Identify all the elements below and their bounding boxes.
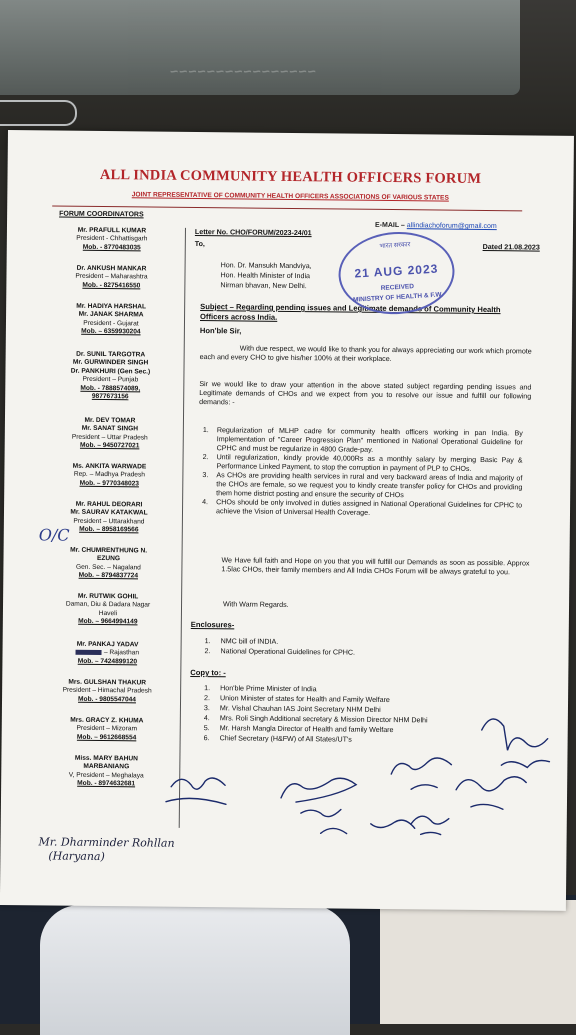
coordinator-mobile-2: 9877673156: [91, 392, 129, 401]
coordinator-line: Mr. DEV TOMAR: [84, 416, 136, 425]
signature-7: [411, 816, 449, 835]
handwritten-state-line: (Haryana): [48, 849, 105, 864]
coordinator-mobile: Mob. – 9664994149: [78, 617, 138, 626]
signature-5: [456, 776, 526, 809]
salutation: Hon'ble Sir,: [199, 326, 242, 336]
forum-title: ALL INDIA COMMUNITY HEALTH OFFICERS FORUM: [99, 166, 482, 187]
coordinator-mobile: Mob. – 9612668554: [76, 733, 137, 742]
copy-text: Mr. Harsh Mangla Director of Health and family Welfare: [219, 724, 394, 735]
coordinator-line: President – Punjab: [82, 376, 139, 384]
coordinator-line: President – Mizoram: [76, 725, 138, 733]
copy-text: Union Minister of states for Health and Family Welfare: [220, 694, 390, 705]
email-link[interactable]: allindiachoforum@gmail.com: [406, 222, 497, 231]
paragraph-closing: We Have full faith and Hope on you that you will fulfill our Demands as soon as possible. Approx 1.5lac CHOs, their family members and All India CHOs Forum will be always grateful to you.: [221, 556, 530, 577]
coordinator-line: Dr. ANKUSH MANKAR: [76, 264, 147, 273]
closing-regards: With Warm Regards.: [223, 600, 289, 609]
coordinator-mobile: Mob. - 7888574089,: [80, 384, 141, 393]
enclosure-number: 2.: [204, 647, 211, 656]
coordinators-heading: FORUM COORDINATORS: [59, 210, 144, 219]
signature-3: [371, 820, 415, 828]
coordinator-line: Mr. PANKAJ YADAV: [76, 640, 139, 649]
coordinator-line: President – Uttar Pradesh: [71, 433, 148, 442]
coordinator-line: Mr. SAURAV KATAKWAL: [70, 509, 148, 517]
demand-text: As CHOs are providing health services in rural and very backward areas of India and majority of the CHOs are female, so we request you to kindly create transfer policy for CHOs and providing them home district posting and ensure the security of CHOs: [216, 471, 523, 500]
letter-paper: [0, 130, 574, 911]
coordinator-mobile: Mob. - 8974632681: [77, 779, 136, 788]
coordinator-line: Mr. PRAFULL KUMAR: [77, 226, 147, 235]
glass-reflection: ~~~~~~~~~~~~~~~~: [170, 64, 317, 80]
coordinator-line: Mrs. GULSHAN THAKUR: [68, 678, 147, 687]
signature-2: [281, 778, 357, 834]
address-line: Hon. Dr. Mansukh Mandviya,: [220, 261, 312, 271]
coordinator-mobile: Mob. – 6359930204: [81, 327, 141, 336]
paper-clip-icon: [0, 100, 77, 126]
copy-number: 2.: [204, 694, 211, 703]
coordinator-line: Haveli: [98, 609, 118, 617]
coordinator-line: President - Chhattisgarh: [76, 235, 148, 243]
coordinator-line: V, President – Meghalaya: [68, 771, 144, 780]
coordinator-line: EZUNG: [96, 555, 121, 563]
copy-number: 6.: [203, 734, 210, 743]
coordinator-line: Mr. RAHUL DEORARI: [75, 500, 143, 509]
coordinator-mobile: Mob. – 7424899120: [77, 657, 138, 666]
copy-text: Chief Secretary (H&FW) of All States/UT's: [219, 734, 352, 744]
stamp-received: RECEIVED: [380, 283, 415, 293]
coordinator-line: Gen. Sec. – Nagaland: [75, 563, 141, 572]
coordinator-mobile: Mob. - 9805547044: [78, 695, 137, 704]
margin-note: O/C: [38, 525, 70, 545]
signatures: [0, 130, 574, 911]
coordinator-line: President – Maharashtra: [75, 273, 148, 281]
coordinator-line: Daman, Diu & Dadara Nagar: [65, 601, 151, 609]
coordinator-line: Mr. JANAK SHARMA: [78, 311, 144, 319]
coordinator-mobile: Mob. - 8275416550: [82, 281, 141, 290]
copy-number: 5.: [203, 724, 210, 733]
copy-text: Mrs. Roli Singh Additional secretary & Mission Director NHM Delhi: [219, 714, 428, 725]
background-tile: [380, 900, 576, 1024]
demand-number: 4.: [202, 498, 209, 507]
coordinator-mobile: Mob. – 8958169566: [79, 525, 139, 534]
coordinator-mobile: Mob. - 8770483035: [82, 243, 141, 252]
letter-subject: Subject – Regarding pending issues and Legitimate demands of Community Health Officers across India.: [200, 302, 501, 322]
coordinator-line: MARBANIANG: [83, 763, 130, 771]
paragraph-request: Sir we would like to draw your attention in the above stated subject regarding pending issues and Legitimate demands of CHOs and we expect from you to resolve our issue and fulfill our following demands: -: [199, 380, 532, 407]
coordinator-line: Dr. SUNIL TARGOTRA: [76, 350, 146, 359]
coordinator-line: Mr. RUTWIK GOHIL: [77, 592, 139, 601]
demand-text: CHOs should be only involved in duties assigned in National Operational Guidelines for CPHC to achieve the Vision of Universal Health Coverage.: [215, 498, 523, 517]
copy-text: Mr. Vishal Chauhan IAS Joint Secretary NHM Delhi: [219, 704, 381, 714]
coordinator-line: Mr. HADIYA HARSHAL: [76, 302, 147, 311]
coordinator-line: Miss. MARY BAHUN: [74, 754, 138, 763]
coordinator-line: Mr. SANAT SINGH: [81, 425, 139, 433]
coordinator-line: Rep. – Madhya Pradesh: [73, 471, 145, 479]
handwritten-name: [38, 835, 174, 864]
paragraph-thanks: With due respect, we would like to thank you for always appreciating our work which promote each and every CHO to give his/her 100% at their workplace.: [199, 344, 532, 364]
signature-4: [391, 758, 451, 790]
copy-number: 3.: [203, 704, 210, 713]
email-label: E-MAIL –: [374, 221, 405, 230]
handwritten-name-line: Mr. Dharminder Rohllan: [38, 835, 175, 850]
enclosures-heading: Enclosures-: [190, 619, 235, 630]
demand-text: Until regularization, kindly provide 40,000Rs as a monthly salary by merging Basic Pay & Performance Linked Payment, to stop the corruption in payment of PLP to CHOs.: [216, 453, 523, 473]
coordinator-line: President - Gujarat: [83, 319, 139, 328]
copy-number: 4.: [203, 714, 210, 723]
letter-number: Letter No. CHO/FORUM/2023-24/01: [194, 227, 312, 238]
coordinator-line: President – Uttarakhand: [73, 517, 145, 526]
coordinator-line: Mr. CHUMRENTHUNG N.: [70, 546, 148, 555]
signature-6: [481, 719, 550, 768]
address-line: Nirman bhavan, New Delhi.: [220, 281, 307, 291]
stamp-date: 21 AUG 2023: [354, 261, 439, 281]
copy-to-heading: Copy to: -: [190, 667, 226, 678]
coordinator-line: Dr. PANKHURI (Gen Sec.): [70, 367, 151, 376]
coordinator-line: President – Himachal Pradesh: [62, 687, 152, 695]
coordinator-mobile: Mob. – 8794837724: [78, 571, 139, 580]
glass-plate: [0, 0, 520, 95]
forum-subtitle: JOINT REPRESENTATIVE OF COMMUNITY HEALTH OFFICERS ASSOCIATIONS OF VARIOUS STATES: [131, 191, 449, 202]
letter-date: Dated 21.08.2023: [482, 242, 540, 252]
coordinator-line: Ms. ANKITA WARWADE: [72, 462, 147, 471]
enclosure-number: 1.: [204, 637, 211, 646]
stamp-ministry: MINISTRY OF HEALTH & F.W.: [352, 291, 444, 304]
enclosure-text: NMC bill of INDIA.: [220, 637, 279, 646]
signature-1: [166, 777, 226, 804]
coordinator-line-text: – Rajasthan: [103, 649, 140, 657]
copy-text: Hon'ble Prime Minister of India: [220, 684, 317, 694]
demand-number: 1.: [202, 426, 209, 435]
demand-text: Regularization of MLHP cadre for community health officers working in pan India. By Implementation of "Career Progression Plan" mentioned in National Operational Guideline for CPHC and must be regularize in 4800 Grade-pay.: [216, 426, 523, 454]
copy-number: 1.: [204, 684, 211, 693]
address-line: Hon. Health Minister of India: [220, 271, 311, 281]
coordinator-line: Mr. GURWINDER SINGH: [72, 359, 149, 367]
shirt-sleeve: [40, 905, 350, 1035]
stamp-hindi: भारत सरकार: [379, 241, 411, 251]
coordinator-mobile: Mob. – 9770348023: [79, 479, 140, 488]
coordinator-line: Mrs. GRACY Z. KHUMA: [70, 716, 144, 725]
demand-number: 2.: [202, 453, 209, 462]
demand-number: 3.: [202, 471, 209, 480]
enclosure-text: National Operational Guidelines for CPHC.: [220, 647, 356, 657]
coordinator-mobile: Mob. – 9450727021: [79, 441, 140, 450]
letter-to: To,: [194, 239, 205, 249]
